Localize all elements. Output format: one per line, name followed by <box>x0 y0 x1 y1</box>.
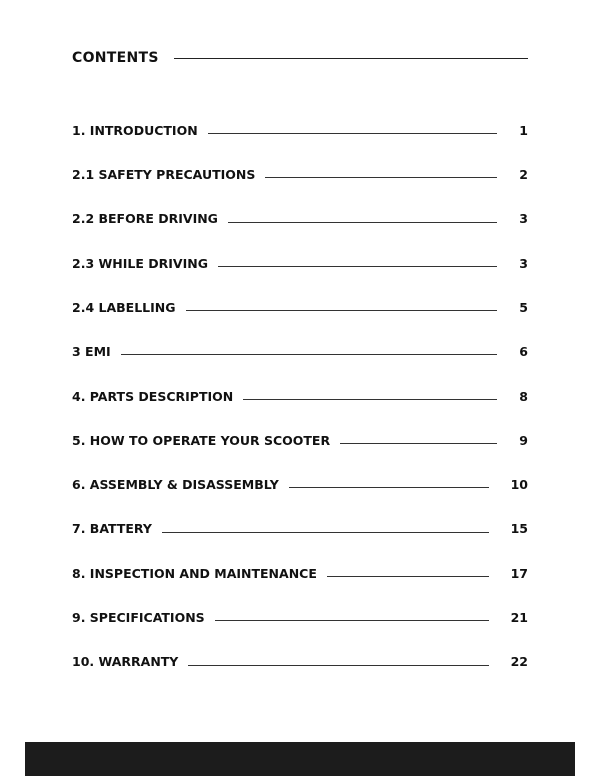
toc-page-number: 8 <box>519 388 528 404</box>
toc-entry-introduction[interactable] <box>72 120 528 142</box>
toc-entry-assembly-disassembly[interactable] <box>72 474 528 496</box>
toc-entry-label: 7. BATTERY <box>72 521 152 537</box>
toc-page-number: 22 <box>510 654 528 670</box>
toc-leader-line <box>188 665 488 666</box>
page-title: CONTENTS <box>72 50 159 66</box>
toc-entry-emi[interactable] <box>72 341 528 363</box>
toc-entry-label: 2.3 WHILE DRIVING <box>72 255 208 271</box>
toc-page-number: 10 <box>510 477 528 493</box>
toc-entry-while-driving[interactable] <box>72 253 528 275</box>
toc-leader-line <box>186 310 498 311</box>
toc-entry-label: 3 EMI <box>72 344 111 360</box>
toc-leader-line <box>265 177 497 178</box>
footer-band <box>25 742 575 776</box>
toc-page-number: 3 <box>519 211 528 227</box>
toc-entry-label: 5. HOW TO OPERATE YOUR SCOOTER <box>72 432 331 448</box>
toc-entry-safety-precautions[interactable] <box>72 164 528 186</box>
toc-leader-line <box>121 354 498 355</box>
toc-leader-line <box>289 487 489 488</box>
toc-page-number: 15 <box>510 521 528 537</box>
toc-page-number: 2 <box>519 167 528 183</box>
toc-entry-inspection-maintenance[interactable] <box>72 563 528 585</box>
toc-entry-label: 2.1 SAFETY PRECAUTIONS <box>72 167 256 183</box>
toc-leader-line <box>327 576 489 577</box>
toc-entry-label: 2.4 LABELLING <box>72 299 176 315</box>
toc-entry-labelling[interactable] <box>72 297 528 319</box>
toc-entry-label: 10. WARRANTY <box>72 654 179 670</box>
toc-page-number: 6 <box>519 344 528 360</box>
toc-leader-line <box>340 443 497 444</box>
toc-page-number: 3 <box>519 255 528 271</box>
heading-rule <box>174 58 528 59</box>
toc-entry-label: 9. SPECIFICATIONS <box>72 610 205 626</box>
toc-entry-specifications[interactable] <box>72 607 528 629</box>
toc-entry-label: 2.2 BEFORE DRIVING <box>72 211 218 227</box>
toc-leader-line <box>215 620 489 621</box>
contents-heading <box>72 47 528 69</box>
toc-entry-battery[interactable] <box>72 519 528 541</box>
table-of-contents <box>72 120 528 696</box>
toc-leader-line <box>243 399 497 400</box>
toc-entry-label: 8. INSPECTION AND MAINTENANCE <box>72 565 317 581</box>
toc-page-number: 17 <box>510 565 528 581</box>
toc-page-number: 9 <box>519 432 528 448</box>
toc-entry-warranty[interactable] <box>72 652 528 674</box>
toc-page-number: 5 <box>519 299 528 315</box>
toc-leader-line <box>218 266 497 267</box>
toc-entry-parts-description[interactable] <box>72 386 528 408</box>
toc-page-number: 1 <box>519 122 528 138</box>
toc-entry-label: 6. ASSEMBLY & DISASSEMBLY <box>72 477 279 493</box>
toc-entry-before-driving[interactable] <box>72 209 528 231</box>
toc-leader-line <box>162 532 489 533</box>
toc-entry-how-to-operate[interactable] <box>72 430 528 452</box>
toc-page-number: 21 <box>510 610 528 626</box>
toc-leader-line <box>208 133 498 134</box>
toc-leader-line <box>228 222 497 223</box>
toc-entry-label: 4. PARTS DESCRIPTION <box>72 388 234 404</box>
toc-entry-label: 1. INTRODUCTION <box>72 122 198 138</box>
